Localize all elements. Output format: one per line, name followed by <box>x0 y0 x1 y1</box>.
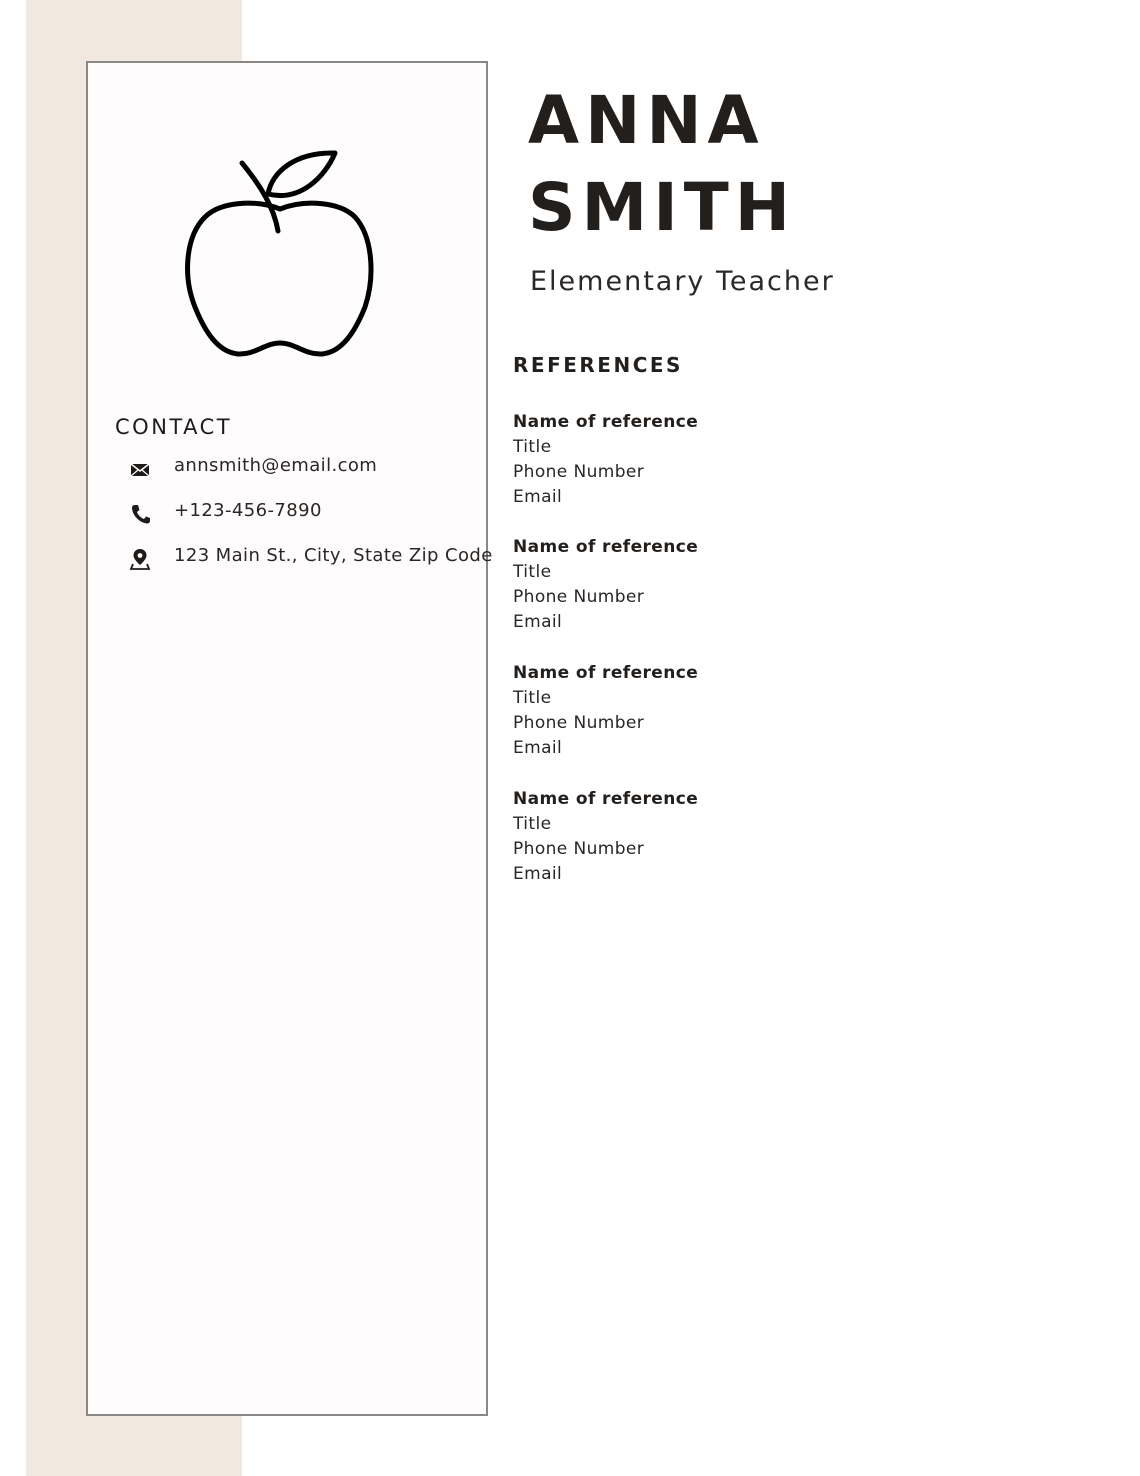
phone-text[interactable]: +123-456-7890 <box>174 500 322 521</box>
apple-icon <box>180 147 380 359</box>
reference-name: Name of reference <box>513 663 699 683</box>
contact-heading: CONTACT <box>115 415 233 439</box>
reference-email: Email <box>513 738 563 758</box>
reference-title: Title <box>513 688 552 708</box>
first-name: ANNA <box>528 82 765 159</box>
reference-phone: Phone Number <box>513 587 645 607</box>
location-pin-icon <box>128 548 152 570</box>
reference-phone: Phone Number <box>513 713 645 733</box>
contact-email <box>128 455 488 481</box>
email-text[interactable]: annsmith@email.com <box>174 455 378 476</box>
reference-item <box>513 410 913 510</box>
reference-name: Name of reference <box>513 789 699 809</box>
reference-item <box>513 787 913 887</box>
envelope-icon <box>128 458 152 480</box>
phone-icon <box>128 503 152 525</box>
job-title: Elementary Teacher <box>530 266 835 297</box>
reference-item <box>513 661 913 761</box>
reference-phone: Phone Number <box>513 462 645 482</box>
references-heading: REFERENCES <box>513 353 683 377</box>
reference-title: Title <box>513 437 552 457</box>
reference-name: Name of reference <box>513 412 699 432</box>
contact-address <box>128 545 493 571</box>
reference-item <box>513 535 913 635</box>
sidebar-panel <box>86 61 493 1416</box>
reference-email: Email <box>513 612 563 632</box>
address-text: 123 Main St., City, State Zip Code <box>174 545 493 566</box>
reference-title: Title <box>513 562 552 582</box>
reference-name: Name of reference <box>513 537 699 557</box>
reference-title: Title <box>513 814 552 834</box>
contact-phone <box>128 500 488 526</box>
last-name: SMITH <box>528 169 797 246</box>
reference-email: Email <box>513 864 563 884</box>
reference-email: Email <box>513 487 563 507</box>
reference-phone: Phone Number <box>513 839 645 859</box>
